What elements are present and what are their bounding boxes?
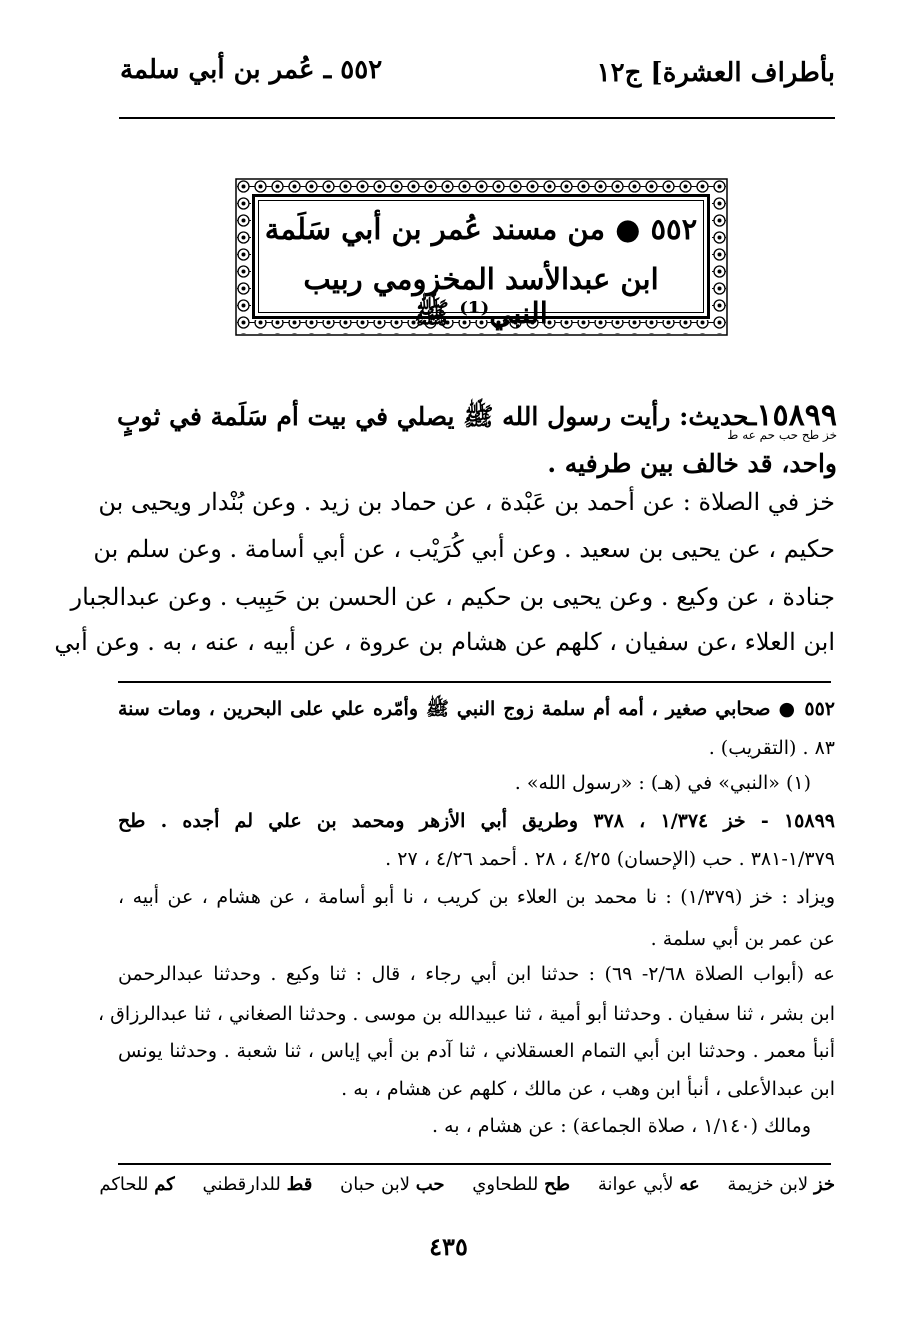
header-rule bbox=[119, 117, 835, 119]
footnote-line: ١/٣٧٩-٣٨١ . حب (الإحسان) ٤/٢٥ ، ٢٨ . أحمد ٤/٢٦ ، ٢٧ . bbox=[385, 848, 835, 870]
abbreviation-key bbox=[77, 1174, 835, 1195]
key-item: كم للحاكم bbox=[99, 1174, 175, 1195]
section-title: ٥٥٢ ● من مسند عُمر بن أبي سَلَمة bbox=[264, 212, 698, 246]
isnad-line: جنادة ، عن وكيع . وعن يحيى بن حكيم ، عن الحسن بن حَبِيب . وعن عبدالجبار bbox=[70, 583, 835, 611]
isnad-line: حكيم ، عن يحيى بن سعيد . وعن أبي كُرَيْب ، عن أبي أسامة . وعن سلم بن bbox=[93, 535, 835, 563]
key-item: طح للطحاوي bbox=[472, 1174, 571, 1195]
footnote-line: ٨٣ . (التقريب) . bbox=[708, 737, 835, 759]
isnad-line: ابن العلاء ،عن سفيان ، كلهم عن هشام بن عروة ، عن أبيه ، عنه ، به . وعن أبي bbox=[54, 628, 835, 656]
running-header-book: بأطراف العشرة] ج١٢ bbox=[596, 58, 835, 88]
hadith-number: ١٥٨٩٩ bbox=[756, 398, 837, 433]
footnote-line: ومالك (١/١٤٠ ، صلاة الجماعة) : عن هشام ، به . bbox=[432, 1115, 811, 1137]
footnote-line: ويزاد : خز (١/٣٧٩) : نا محمد بن العلاء بن كريب ، نا أبو أسامة ، عن هشام ، عن أبيه ، bbox=[118, 886, 835, 908]
hadith-text: ـحديث: رأيت رسول الله ﷺ يصلي في بيت أم سَلَمة في ثوبٍ bbox=[117, 402, 757, 431]
footnote-line: ابن عبدالأعلى ، أنبأ ابن وهب ، عن مالك ، كلهم عن هشام ، به . bbox=[341, 1078, 835, 1100]
key-item: خز لابن خزيمة bbox=[727, 1174, 835, 1195]
key-rule bbox=[118, 1163, 831, 1165]
key-item: قط للدارقطني bbox=[202, 1174, 313, 1195]
footnote-line: أنبأ معمر . وحدثنا ابن أبي التمام العسقلاني ، ثنا آدم بن أبي إياس ، ثنا شعبة . وحدثنا يونس bbox=[118, 1040, 835, 1062]
page-number: ٤٣٥ bbox=[429, 1232, 468, 1261]
isnad-line: خز في الصلاة : عن أحمد بن عَبْدة ، عن حماد بن زيد . وعن بُنْدار ويحيى بن bbox=[98, 488, 835, 516]
hadith-sigla: خز طح حب حم عه ط bbox=[727, 428, 837, 442]
footnote-line: (١) «النبي» في (هـ) : «رسول الله» . bbox=[514, 772, 811, 794]
footnote-line: عه (أبواب الصلاة ٢/٦٨- ٦٩) : حدثنا ابن أبي رجاء ، قال : ثنا وكيع . وحدثنا عبدالرحمن bbox=[118, 963, 835, 985]
key-item: حب لابن حبان bbox=[340, 1174, 445, 1195]
hadith-second-line: واحد، قد خالف بين طرفيه . bbox=[547, 449, 837, 478]
running-header-chapter: ٥٥٢ ـ عُمر بن أبي سلمة bbox=[120, 55, 383, 85]
footnote-line: ابن بشر ، ثنا سفيان . وحدثنا أبو أمية ، ثنا عبيدالله بن موسى . وحدثنا الصغاني ، ثنا عبدالرزاق ، bbox=[98, 1003, 835, 1025]
footnote-line: عن عمر بن أبي سلمة . bbox=[650, 928, 835, 950]
key-item: عه لأبي عوانة bbox=[597, 1174, 700, 1195]
section-subtitle: ابن عبدالأسد المخزومي ربيب النبي⁽¹⁾ ﷺ bbox=[303, 262, 659, 330]
footnote-line: ٥٥٢ ● صحابي صغير ، أمه أم سلمة زوج النبي ﷺ وأمّره علي على البحرين ، ومات سنة bbox=[118, 698, 835, 720]
footnote-line: ١٥٨٩٩ - خز ١/٣٧٤ ، ٣٧٨ وطريق أبي الأزهر ومحمد بن علي لم أجده . طح bbox=[118, 810, 835, 832]
footnote-rule bbox=[118, 681, 831, 683]
